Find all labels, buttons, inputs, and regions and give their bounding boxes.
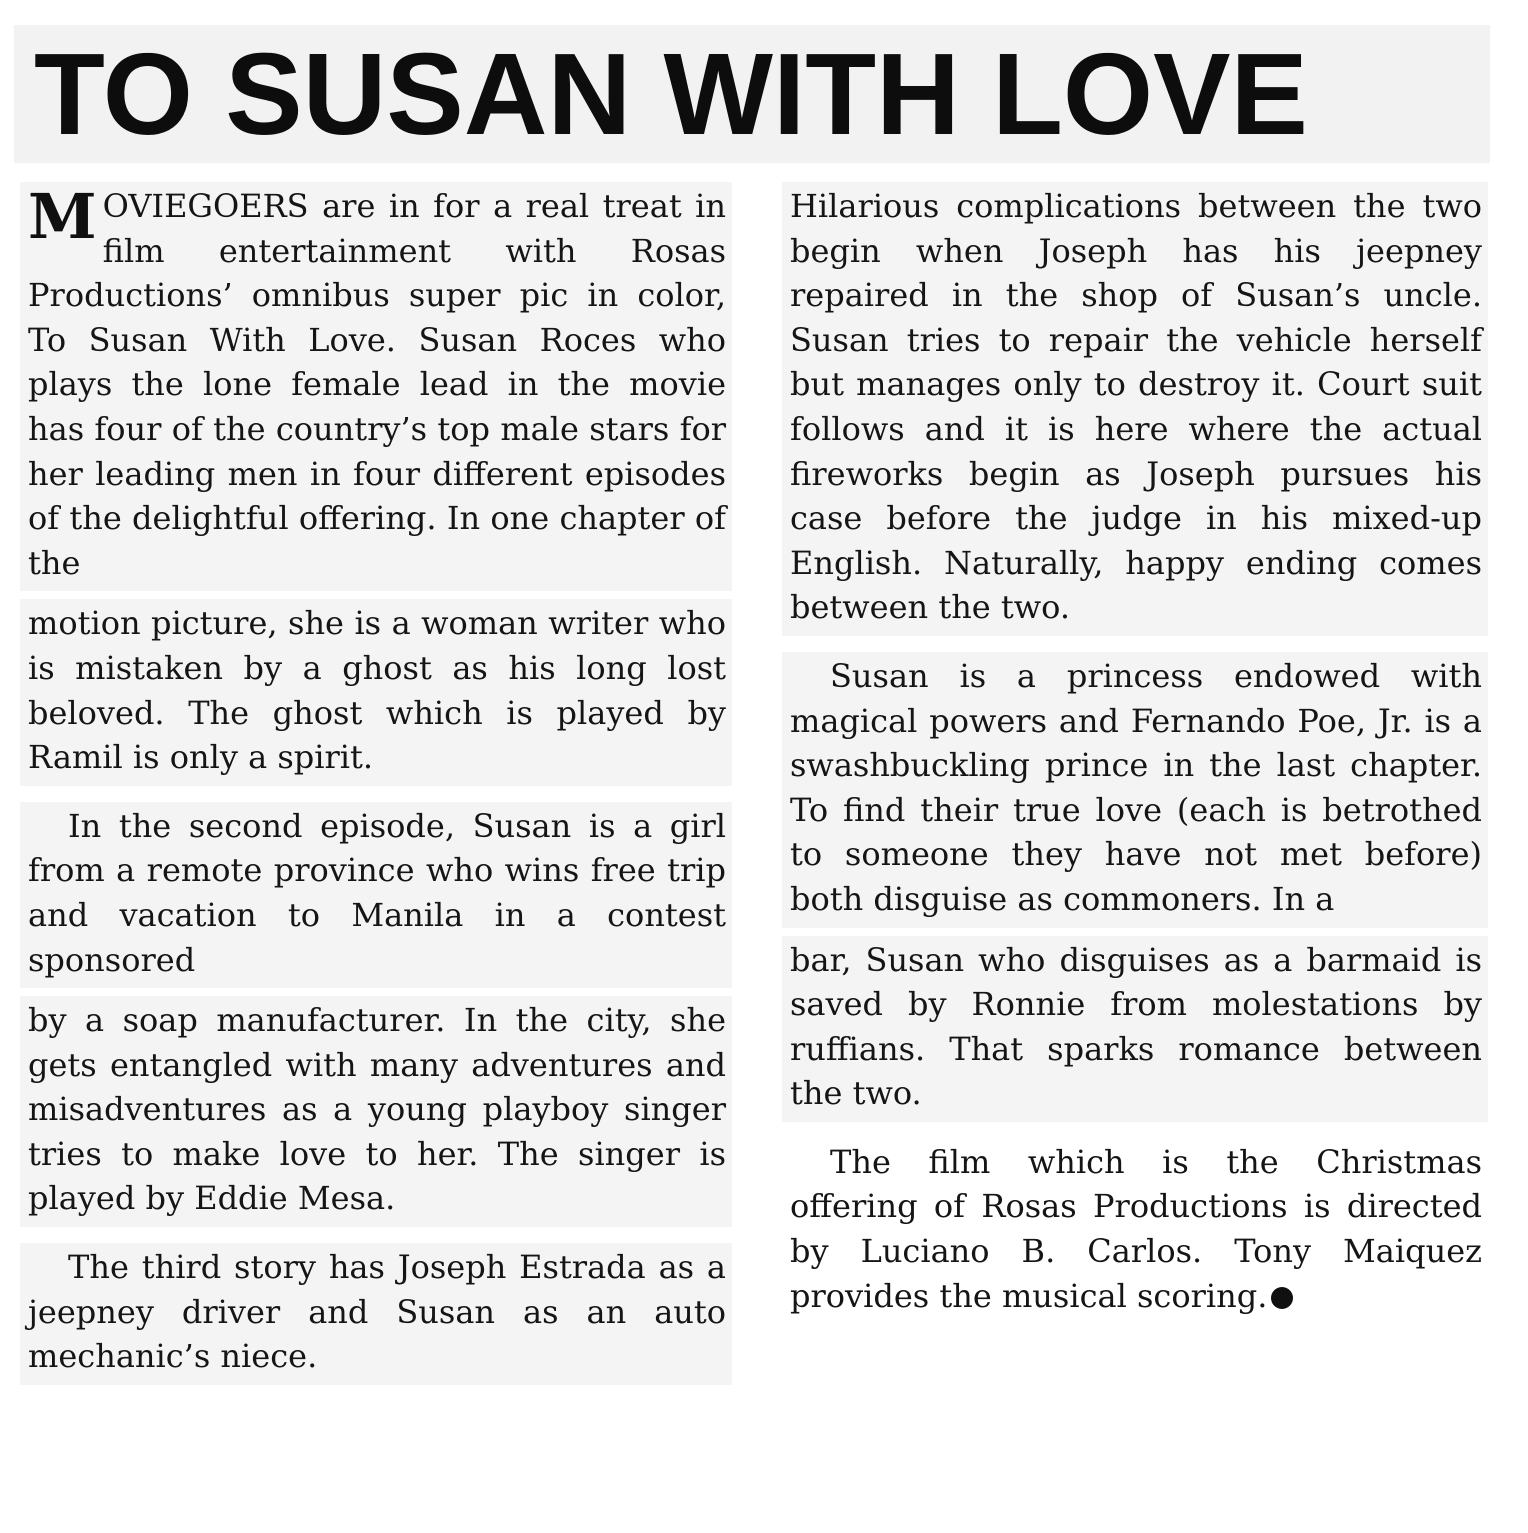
paragraph-second-episode: In the second episode, Susan is a girl from a remote province who wins free trip and vacation to Manila in a contest sponsored	[20, 802, 732, 988]
paragraph-barmaid: bar, Susan who disguises as a barmaid is saved by Ronnie from molestations by ruffians. That sparks romance between the two.	[782, 936, 1488, 1122]
right-column	[782, 182, 1488, 1332]
headline: TO SUSAN WITH LOVE	[34, 29, 1308, 159]
paragraph-credits	[782, 1138, 1488, 1324]
intro-text: OVIEGOERS are in for a real treat in film entertainment with Rosas Productions’ omnibus super pic in color, To Susan With Love. Susan Roces who plays the lone female lead in the movie has four of the country’s top male stars for her leading men in four different episodes of the delightful offering. In one chapter of the	[28, 187, 726, 582]
credits-text: The film which is the Christmas offering of Rosas Productions is directed by Luciano B. Carlos. Tony Maiquez provides the musical scoring.	[790, 1142, 1482, 1315]
paragraph-ghost-episode: motion picture, she is a woman writer who is mistaken by a ghost as his long lost beloved. The ghost which is played by Ramil is only a spirit.	[20, 599, 732, 785]
end-mark-icon	[1271, 1287, 1293, 1309]
title-bar	[14, 25, 1490, 163]
left-column	[20, 182, 732, 1393]
paragraph-third-story: The third story has Joseph Estrada as a jeepney driver and Susan as an auto mechanic’s niece.	[20, 1243, 732, 1385]
paragraph-singer: by a soap manufacturer. In the city, she gets entangled with many adventures and misadventures as a young playboy singer tries to make love to her. The singer is played by Eddie Mesa.	[20, 996, 732, 1227]
paragraph-intro	[20, 182, 732, 591]
paragraph-complications: Hilarious complications between the two begin when Joseph has his jeepney repaired in the shop of Susan’s uncle. Susan tries to repair the vehicle herself but manages only to destroy it. Court suit follows and it is here where the actual fireworks begin as Joseph pursues his case before the judge in his mixed-up English. Naturally, happy ending comes between the two.	[782, 182, 1488, 636]
paragraph-princess: Susan is a princess endowed with magical powers and Fernando Poe, Jr. is a swashbuckling prince in the last chapter. To find their true love (each is betrothed to someone they have not met before) both disguise as commoners. In a	[782, 652, 1488, 928]
drop-cap: M	[28, 180, 97, 253]
